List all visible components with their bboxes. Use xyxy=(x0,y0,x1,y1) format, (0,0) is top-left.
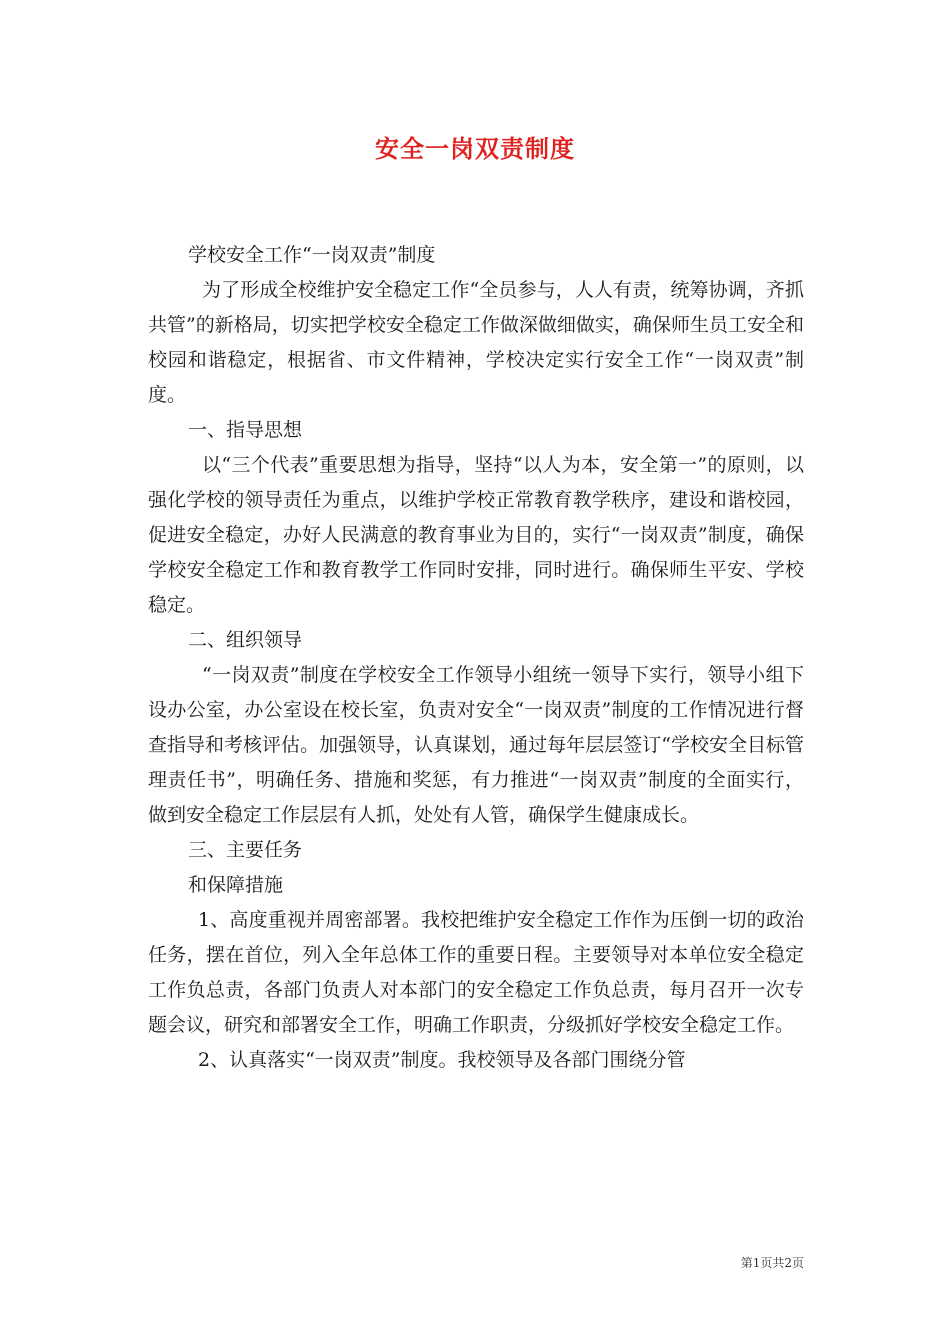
section-heading-main-tasks: 三、主要任务 xyxy=(188,839,303,861)
document-title: 安全一岗双责制度 xyxy=(375,134,575,163)
organization-paragraph: “一岗双责”制度在学校安全工作领导小组统一领导下实行，领导小组下设办公室，办公室设在校长室，负责对安全“一岗双责”制度的工作情况进行督查指导和考核评估。加强领导，认真谋划，通过每年层层签订“学校安全目标管理责任书”，明确任务、措施和奖惩，有力推进“一岗双责”制度的全面实行，做到安全稳定工作层层有人抓，处处有人管，确保学生健康成长。 xyxy=(148,664,804,826)
subtitle-paragraph: 学校安全工作“一岗双责”制度 xyxy=(188,244,436,266)
task-item-2: 2、认真落实“一岗双责”制度。我校领导及各部门围绕分管 xyxy=(198,1049,686,1071)
page-number-footer: 第1页共2页 xyxy=(740,1256,804,1270)
document-body xyxy=(148,238,804,1078)
section-heading-organization: 二、组织领导 xyxy=(188,629,303,651)
section-heading-guiding-ideology: 一、指导思想 xyxy=(188,419,303,441)
guiding-ideology-paragraph: 以“三个代表”重要思想为指导，坚持“以人为本，安全第一”的原则，以强化学校的领导责任为重点，以维护学校正常教育教学秩序，建设和谐校园，促进安全稳定，办好人民满意的教育事业为目的，实行“一岗双责”制度，确保学校安全稳定工作和教育教学工作同时安排，同时进行。确保师生平安、学校稳定。 xyxy=(148,454,804,616)
section-heading-main-tasks-cont: 和保障措施 xyxy=(188,874,284,896)
intro-paragraph: 为了形成全校维护安全稳定工作“全员参与，人人有责，统筹协调，齐抓共管”的新格局，切实把学校安全稳定工作做深做细做实，确保师生员工安全和校园和谐稳定，根据省、市文件精神，学校决定实行安全工作“一岗双责”制度。 xyxy=(148,279,804,406)
task-item-1: 1、高度重视并周密部署。我校把维护安全稳定工作作为压倒一切的政治任务，摆在首位，列入全年总体工作的重要日程。主要领导对本单位安全稳定工作负总责，各部门负责人对本部门的安全稳定工作负总责，每月召开一次专题会议，研究和部署安全工作，明确工作职责，分级抓好学校安全稳定工作。 xyxy=(148,909,804,1036)
